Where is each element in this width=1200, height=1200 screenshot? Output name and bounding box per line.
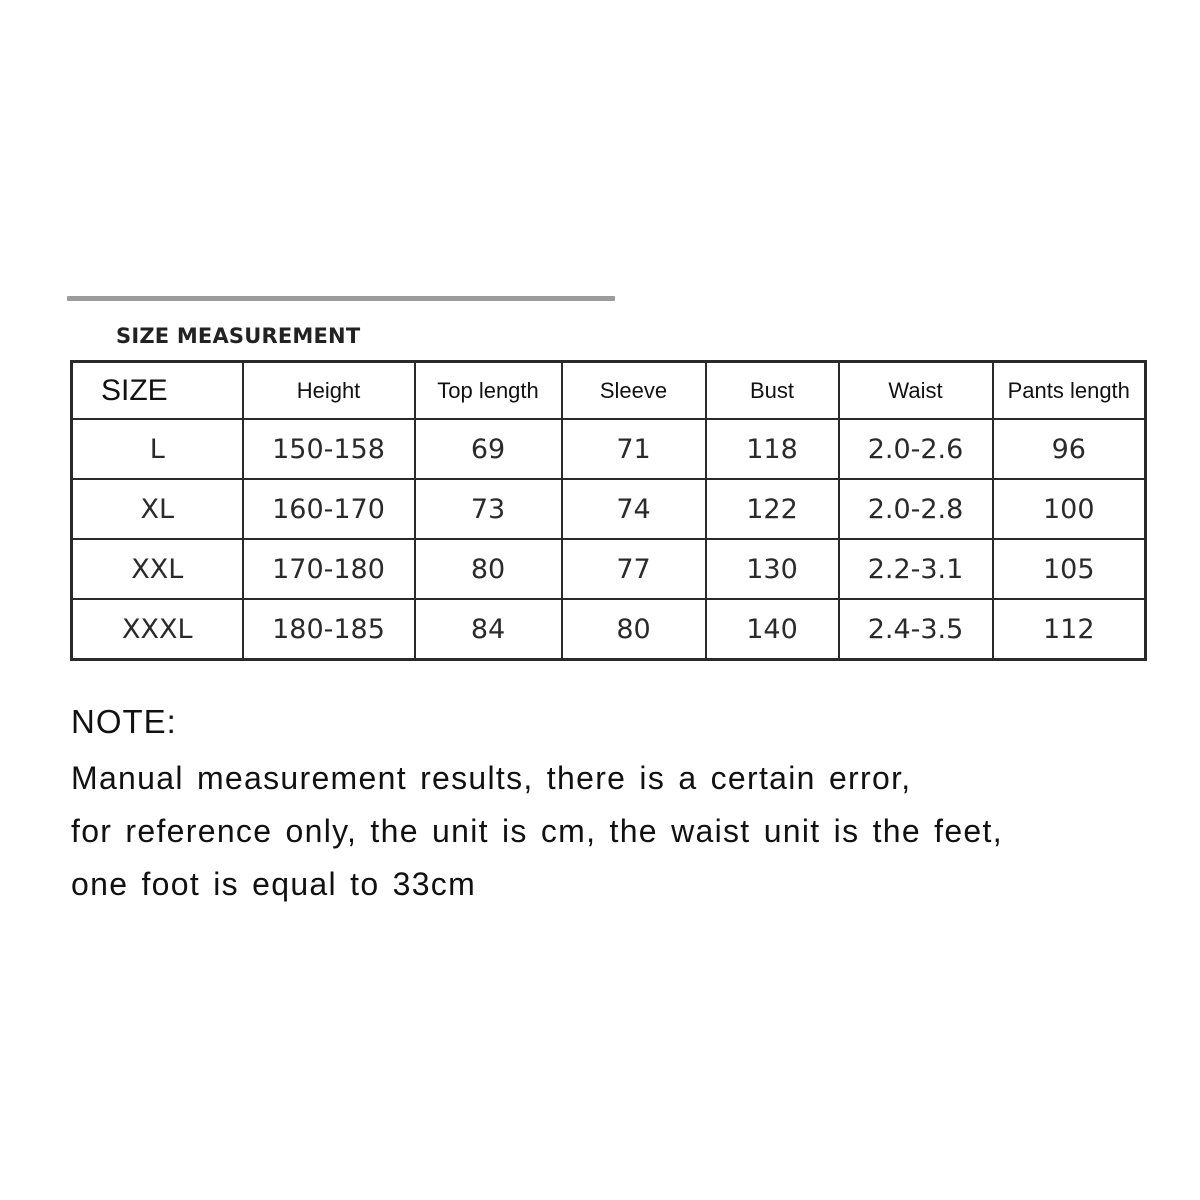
header-size: SIZE [72,362,243,420]
table-row [72,539,1146,599]
cell-pants-length: 112 [993,599,1146,660]
cell-bust: 140 [706,599,839,660]
cell-height: 160-170 [243,479,415,539]
header-bust: Bust [706,362,839,420]
cell-pants-length: 100 [993,479,1146,539]
cell-bust: 130 [706,539,839,599]
header-sleeve: Sleeve [562,362,706,420]
cell-bust: 118 [706,419,839,479]
cell-sleeve: 74 [562,479,706,539]
header-waist: Waist [839,362,993,420]
cell-waist: 2.0-2.6 [839,419,993,479]
cell-size: XL [72,479,243,539]
cell-waist: 2.0-2.8 [839,479,993,539]
cell-size: XXXL [72,599,243,660]
cell-height: 150-158 [243,419,415,479]
cell-height: 180-185 [243,599,415,660]
cell-size: XXL [72,539,243,599]
table-row [72,419,1146,479]
note-line: for reference only, the unit is cm, the waist unit is the feet, [71,813,1003,849]
cell-waist: 2.4-3.5 [839,599,993,660]
table-row [72,599,1146,660]
section-title: SIZE MEASUREMENT [116,324,361,348]
divider-line [67,296,615,301]
cell-pants-length: 105 [993,539,1146,599]
cell-top-length: 69 [415,419,562,479]
header-top-length: Top length [415,362,562,420]
note-line: one foot is equal to 33cm [71,866,477,902]
cell-bust: 122 [706,479,839,539]
cell-top-length: 73 [415,479,562,539]
header-pants-length: Pants length [993,362,1146,420]
cell-sleeve: 71 [562,419,706,479]
cell-sleeve: 77 [562,539,706,599]
note-title: NOTE: [71,703,177,740]
cell-pants-length: 96 [993,419,1146,479]
cell-waist: 2.2-3.1 [839,539,993,599]
cell-height: 170-180 [243,539,415,599]
size-chart-table [70,360,1147,661]
cell-top-length: 84 [415,599,562,660]
note-line: Manual measurement results, there is a certain error, [71,760,912,796]
header-height: Height [243,362,415,420]
note-section [71,700,1171,911]
cell-sleeve: 80 [562,599,706,660]
table-header-row [72,362,1146,420]
table-row [72,479,1146,539]
cell-top-length: 80 [415,539,562,599]
cell-size: L [72,419,243,479]
